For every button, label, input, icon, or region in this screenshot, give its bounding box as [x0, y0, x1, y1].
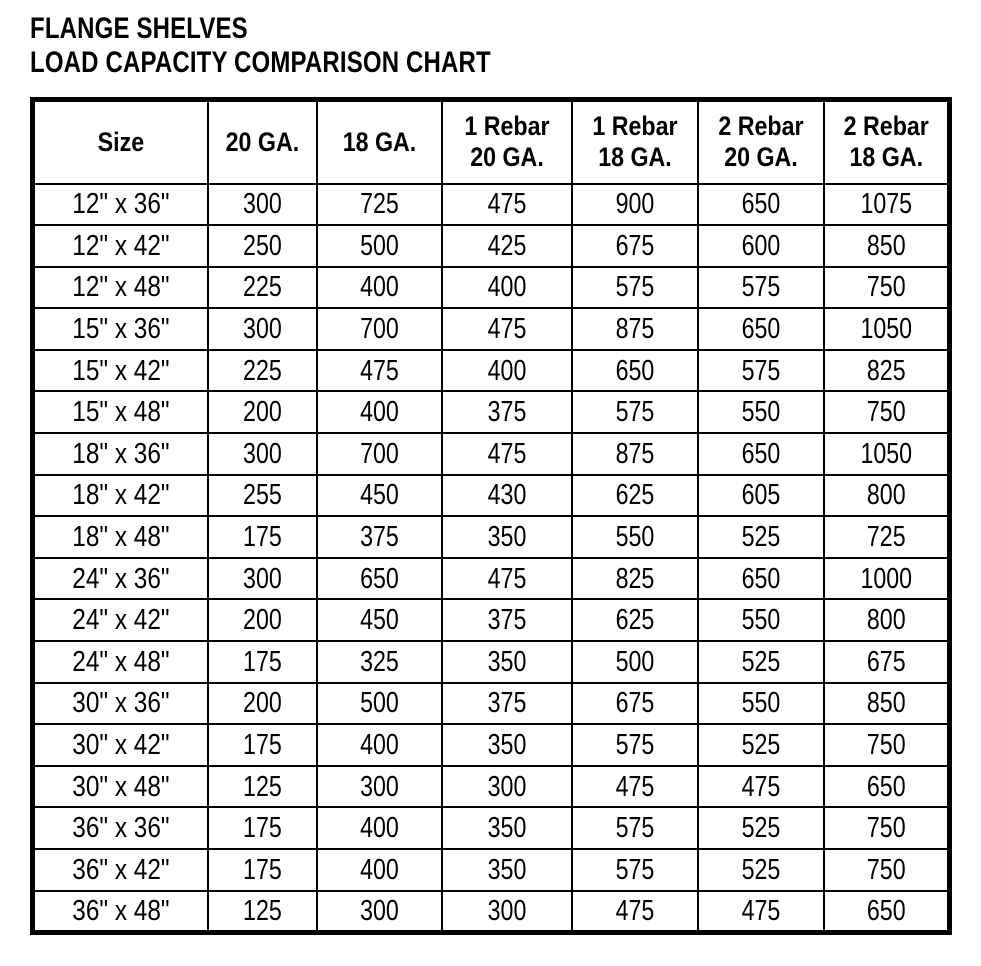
table-cell-value: 175 — [242, 812, 282, 845]
table-cell-value: 375 — [487, 687, 526, 720]
table-cell-value: 750 — [866, 853, 906, 886]
table-cell-capacity — [317, 807, 442, 849]
table-cell-capacity — [317, 849, 442, 891]
table-cell-value: 400 — [359, 396, 399, 429]
table-cell-capacity — [208, 599, 317, 641]
table-cell-value: 300 — [242, 188, 282, 221]
table-row — [33, 807, 950, 849]
table-row — [33, 558, 950, 600]
table-cell-capacity — [824, 766, 950, 808]
table-cell-capacity — [824, 350, 950, 392]
table-header-label: 1 Rebar — [463, 111, 550, 142]
table-cell-value: 625 — [615, 479, 654, 512]
table-cell-capacity — [208, 391, 317, 433]
table-cell-value: 450 — [359, 479, 399, 512]
table-cell-size — [33, 766, 208, 808]
table-cell-capacity — [572, 766, 698, 808]
table-cell-value: 750 — [866, 812, 906, 845]
table-cell-value: 430 — [487, 479, 526, 512]
table-cell-capacity — [572, 849, 698, 891]
table-cell-capacity — [442, 516, 572, 558]
table-cell-value: 300 — [242, 313, 282, 346]
table-cell-capacity — [442, 807, 572, 849]
table-cell-capacity — [317, 516, 442, 558]
table-cell-size — [33, 350, 208, 392]
table-cell-capacity — [208, 516, 317, 558]
table-cell-value: 350 — [487, 812, 526, 845]
table-cell-value: 1075 — [859, 188, 912, 221]
table-cell-value: 450 — [359, 604, 399, 637]
table-cell-value: 475 — [359, 354, 399, 387]
table-header-label: 2 Rebar — [717, 111, 804, 142]
table-cell-size — [33, 807, 208, 849]
table-cell-value: 18" x 36" — [72, 437, 170, 470]
load-capacity-table — [30, 97, 952, 935]
table-cell-value: 175 — [242, 853, 282, 886]
table-cell-capacity — [698, 225, 824, 267]
table-cell-value: 650 — [866, 770, 906, 803]
table-cell-capacity — [572, 891, 698, 933]
table-header-sublabel: 18 GA. — [848, 142, 923, 173]
table-cell-value: 325 — [359, 645, 399, 678]
table-cell-capacity — [317, 558, 442, 600]
table-cell-value: 475 — [615, 894, 654, 927]
table-cell-capacity — [824, 184, 950, 226]
table-cell-value: 650 — [741, 313, 780, 346]
table-cell-capacity — [442, 308, 572, 350]
table-cell-value: 36" x 36" — [72, 812, 170, 845]
table-cell-value: 475 — [487, 437, 526, 470]
table-cell-capacity — [208, 807, 317, 849]
table-cell-value: 475 — [487, 562, 526, 595]
table-cell-value: 200 — [242, 604, 282, 637]
table-cell-value: 675 — [615, 687, 654, 720]
table-cell-value: 550 — [741, 604, 780, 637]
table-cell-capacity — [698, 475, 824, 517]
table-cell-value: 500 — [359, 229, 399, 262]
table-cell-value: 12" x 42" — [72, 229, 170, 262]
table-cell-size — [33, 433, 208, 475]
table-cell-capacity — [317, 308, 442, 350]
table-cell-value: 36" x 42" — [72, 853, 170, 886]
table-cell-value: 175 — [242, 521, 282, 554]
table-cell-value: 300 — [359, 894, 399, 927]
table-cell-size — [33, 558, 208, 600]
table-cell-value: 725 — [866, 521, 906, 554]
table-cell-value: 475 — [615, 770, 654, 803]
table-cell-value: 350 — [487, 853, 526, 886]
table-header — [33, 100, 950, 184]
table-cell-value: 875 — [615, 313, 654, 346]
table-cell-capacity — [442, 891, 572, 933]
table-cell-capacity — [824, 267, 950, 309]
table-row — [33, 599, 950, 641]
table-cell-capacity — [317, 350, 442, 392]
table-cell-size — [33, 891, 208, 933]
table-cell-capacity — [698, 516, 824, 558]
table-cell-size — [33, 475, 208, 517]
table-cell-capacity — [572, 433, 698, 475]
table-cell-value: 15" x 48" — [72, 396, 170, 429]
table-header-label: 1 Rebar — [591, 111, 678, 142]
table-cell-value: 825 — [615, 562, 654, 595]
table-cell-capacity — [317, 641, 442, 683]
table-cell-value: 825 — [866, 354, 906, 387]
load-capacity-table-container — [30, 97, 952, 935]
table-row — [33, 891, 950, 933]
table-cell-value: 250 — [242, 229, 282, 262]
table-cell-value: 800 — [866, 479, 906, 512]
table-cell-capacity — [698, 641, 824, 683]
table-cell-value: 650 — [741, 562, 780, 595]
table-cell-capacity — [698, 391, 824, 433]
table-cell-value: 600 — [741, 229, 780, 262]
table-cell-value: 800 — [866, 604, 906, 637]
table-cell-value: 18" x 48" — [72, 521, 170, 554]
table-cell-value: 350 — [487, 645, 526, 678]
table-cell-capacity — [824, 516, 950, 558]
table-cell-size — [33, 308, 208, 350]
table-header-label: 20 GA. — [225, 126, 300, 157]
table-cell-value: 650 — [615, 354, 654, 387]
table-header-cell — [317, 100, 442, 184]
table-cell-capacity — [698, 683, 824, 725]
table-cell-capacity — [572, 475, 698, 517]
table-cell-capacity — [824, 599, 950, 641]
table-header-cell — [698, 100, 824, 184]
table-cell-value: 525 — [741, 853, 780, 886]
table-cell-capacity — [208, 350, 317, 392]
table-header-label: 2 Rebar — [843, 111, 929, 142]
table-cell-value: 550 — [741, 687, 780, 720]
table-cell-capacity — [824, 433, 950, 475]
table-header-cell — [33, 100, 208, 184]
table-header-cell — [572, 100, 698, 184]
table-cell-size — [33, 225, 208, 267]
table-cell-capacity — [824, 891, 950, 933]
table-cell-value: 400 — [359, 729, 399, 762]
table-row — [33, 516, 950, 558]
table-cell-value: 12" x 48" — [72, 271, 170, 304]
table-cell-capacity — [442, 641, 572, 683]
table-cell-value: 605 — [741, 479, 780, 512]
table-cell-capacity — [824, 849, 950, 891]
table-cell-value: 575 — [615, 271, 654, 304]
table-cell-value: 225 — [242, 354, 282, 387]
table-cell-capacity — [698, 267, 824, 309]
table-cell-value: 575 — [741, 271, 780, 304]
table-cell-value: 750 — [866, 271, 906, 304]
table-cell-capacity — [317, 891, 442, 933]
table-body — [33, 184, 950, 933]
table-cell-value: 30" x 48" — [72, 770, 170, 803]
table-header-cell — [442, 100, 572, 184]
table-cell-value: 625 — [615, 604, 654, 637]
table-cell-value: 300 — [242, 562, 282, 595]
table-cell-capacity — [824, 225, 950, 267]
table-cell-capacity — [208, 558, 317, 600]
table-cell-value: 850 — [866, 229, 906, 262]
table-cell-capacity — [824, 683, 950, 725]
table-cell-value: 475 — [741, 894, 780, 927]
table-cell-capacity — [208, 891, 317, 933]
table-cell-value: 525 — [741, 812, 780, 845]
table-cell-value: 475 — [741, 770, 780, 803]
table-cell-capacity — [442, 391, 572, 433]
table-cell-value: 350 — [487, 521, 526, 554]
table-row — [33, 433, 950, 475]
table-row — [33, 766, 950, 808]
table-cell-value: 125 — [242, 770, 282, 803]
table-cell-value: 675 — [866, 645, 906, 678]
table-cell-capacity — [317, 599, 442, 641]
table-cell-value: 375 — [487, 396, 526, 429]
table-cell-capacity — [824, 807, 950, 849]
table-cell-value: 650 — [741, 437, 780, 470]
table-cell-size — [33, 391, 208, 433]
table-cell-capacity — [698, 807, 824, 849]
table-row — [33, 267, 950, 309]
table-cell-capacity — [824, 641, 950, 683]
table-cell-capacity — [824, 558, 950, 600]
chart-title-line-1: FLANGE SHELVES — [30, 12, 248, 45]
table-cell-capacity — [698, 724, 824, 766]
table-header-label: Size — [97, 126, 145, 157]
table-cell-size — [33, 849, 208, 891]
table-cell-value: 30" x 36" — [72, 687, 170, 720]
table-cell-value: 1050 — [859, 313, 912, 346]
table-cell-value: 700 — [359, 437, 399, 470]
table-cell-capacity — [208, 475, 317, 517]
table-cell-capacity — [442, 683, 572, 725]
table-cell-value: 650 — [866, 894, 906, 927]
table-cell-value: 725 — [359, 188, 399, 221]
table-cell-value: 400 — [359, 271, 399, 304]
table-cell-value: 15" x 36" — [72, 313, 170, 346]
table-cell-value: 225 — [242, 271, 282, 304]
table-row — [33, 475, 950, 517]
table-cell-capacity — [208, 308, 317, 350]
chart-title — [30, 12, 930, 80]
table-cell-value: 400 — [487, 271, 526, 304]
table-header-cell — [824, 100, 950, 184]
table-cell-value: 750 — [866, 729, 906, 762]
table-cell-value: 200 — [242, 396, 282, 429]
table-cell-capacity — [572, 225, 698, 267]
table-row — [33, 641, 950, 683]
table-cell-value: 575 — [741, 354, 780, 387]
table-cell-capacity — [824, 308, 950, 350]
table-header-sublabel: 20 GA. — [723, 142, 798, 173]
table-cell-value: 30" x 42" — [72, 729, 170, 762]
table-cell-value: 400 — [487, 354, 526, 387]
table-cell-value: 650 — [359, 562, 399, 595]
table-row — [33, 308, 950, 350]
table-cell-value: 425 — [487, 229, 526, 262]
table-cell-value: 500 — [615, 645, 654, 678]
table-cell-capacity — [698, 891, 824, 933]
table-cell-capacity — [824, 724, 950, 766]
table-cell-value: 575 — [615, 729, 654, 762]
table-cell-capacity — [442, 225, 572, 267]
table-cell-capacity — [208, 683, 317, 725]
table-cell-capacity — [442, 766, 572, 808]
table-cell-capacity — [572, 683, 698, 725]
table-cell-value: 15" x 42" — [72, 354, 170, 387]
table-cell-value: 18" x 42" — [72, 479, 170, 512]
table-cell-capacity — [698, 308, 824, 350]
table-cell-capacity — [824, 391, 950, 433]
table-cell-capacity — [698, 350, 824, 392]
table-cell-capacity — [572, 724, 698, 766]
table-cell-capacity — [698, 184, 824, 226]
table-cell-capacity — [317, 683, 442, 725]
table-cell-capacity — [572, 599, 698, 641]
table-row — [33, 184, 950, 226]
table-cell-value: 24" x 36" — [72, 562, 170, 595]
table-cell-capacity — [572, 558, 698, 600]
table-cell-size — [33, 267, 208, 309]
table-cell-value: 300 — [487, 894, 526, 927]
table-cell-value: 12" x 36" — [72, 188, 170, 221]
table-cell-value: 125 — [242, 894, 282, 927]
table-header-row — [33, 100, 950, 184]
table-cell-value: 350 — [487, 729, 526, 762]
table-cell-capacity — [317, 475, 442, 517]
table-cell-capacity — [208, 849, 317, 891]
table-cell-capacity — [824, 475, 950, 517]
table-cell-value: 255 — [242, 479, 282, 512]
table-cell-value: 750 — [866, 396, 906, 429]
table-cell-capacity — [442, 475, 572, 517]
table-cell-size — [33, 683, 208, 725]
table-cell-value: 900 — [615, 188, 654, 221]
table-cell-capacity — [442, 267, 572, 309]
table-cell-size — [33, 516, 208, 558]
table-cell-capacity — [442, 184, 572, 226]
table-row — [33, 683, 950, 725]
table-cell-value: 475 — [487, 313, 526, 346]
table-cell-size — [33, 724, 208, 766]
table-cell-value: 36" x 48" — [72, 894, 170, 927]
table-cell-capacity — [442, 849, 572, 891]
table-cell-capacity — [208, 184, 317, 226]
table-cell-capacity — [208, 225, 317, 267]
table-cell-capacity — [208, 267, 317, 309]
table-header-label: 18 GA. — [342, 126, 416, 157]
table-cell-value: 550 — [615, 521, 654, 554]
table-cell-value: 300 — [487, 770, 526, 803]
table-cell-value: 24" x 48" — [72, 645, 170, 678]
table-cell-value: 24" x 42" — [72, 604, 170, 637]
table-cell-capacity — [442, 558, 572, 600]
table-cell-value: 700 — [359, 313, 399, 346]
table-header-cell — [208, 100, 317, 184]
table-cell-capacity — [572, 267, 698, 309]
table-cell-value: 200 — [242, 687, 282, 720]
table-cell-capacity — [698, 766, 824, 808]
table-cell-capacity — [317, 766, 442, 808]
table-row — [33, 391, 950, 433]
table-cell-capacity — [442, 599, 572, 641]
table-cell-capacity — [317, 184, 442, 226]
table-cell-value: 500 — [359, 687, 399, 720]
table-cell-capacity — [698, 599, 824, 641]
table-header-sublabel: 20 GA. — [469, 142, 544, 173]
table-cell-value: 175 — [242, 729, 282, 762]
table-cell-capacity — [442, 724, 572, 766]
table-cell-capacity — [208, 724, 317, 766]
table-cell-capacity — [698, 849, 824, 891]
table-cell-capacity — [208, 641, 317, 683]
table-cell-value: 375 — [487, 604, 526, 637]
table-cell-value: 375 — [359, 521, 399, 554]
table-cell-value: 300 — [359, 770, 399, 803]
table-cell-capacity — [442, 433, 572, 475]
table-cell-capacity — [572, 350, 698, 392]
table-cell-capacity — [317, 433, 442, 475]
table-cell-value: 400 — [359, 853, 399, 886]
table-row — [33, 350, 950, 392]
table-cell-capacity — [698, 558, 824, 600]
table-cell-capacity — [317, 267, 442, 309]
table-cell-capacity — [698, 433, 824, 475]
table-cell-value: 675 — [615, 229, 654, 262]
table-cell-value: 525 — [741, 521, 780, 554]
table-cell-capacity — [317, 225, 442, 267]
table-cell-capacity — [572, 641, 698, 683]
table-cell-value: 175 — [242, 645, 282, 678]
table-cell-value: 850 — [866, 687, 906, 720]
table-cell-value: 1000 — [859, 562, 912, 595]
table-cell-capacity — [572, 807, 698, 849]
table-cell-value: 400 — [359, 812, 399, 845]
table-cell-capacity — [208, 433, 317, 475]
table-cell-capacity — [572, 516, 698, 558]
table-cell-capacity — [572, 391, 698, 433]
table-header-sublabel: 18 GA. — [597, 142, 672, 173]
table-cell-size — [33, 599, 208, 641]
table-cell-value: 475 — [487, 188, 526, 221]
table-cell-value: 650 — [741, 188, 780, 221]
table-cell-capacity — [572, 184, 698, 226]
table-cell-value: 300 — [242, 437, 282, 470]
table-cell-size — [33, 184, 208, 226]
table-row — [33, 724, 950, 766]
chart-title-line-2: LOAD CAPACITY COMPARISON CHART — [30, 46, 491, 79]
table-cell-value: 525 — [741, 729, 780, 762]
table-cell-size — [33, 641, 208, 683]
table-cell-capacity — [572, 308, 698, 350]
table-cell-value: 575 — [615, 853, 654, 886]
table-cell-value: 875 — [615, 437, 654, 470]
table-cell-capacity — [317, 391, 442, 433]
table-cell-value: 525 — [741, 645, 780, 678]
table-cell-capacity — [317, 724, 442, 766]
table-cell-value: 1050 — [859, 437, 912, 470]
table-cell-value: 550 — [741, 396, 780, 429]
table-cell-value: 575 — [615, 396, 654, 429]
table-row — [33, 849, 950, 891]
table-cell-value: 575 — [615, 812, 654, 845]
table-row — [33, 225, 950, 267]
table-cell-capacity — [208, 766, 317, 808]
table-cell-capacity — [442, 350, 572, 392]
